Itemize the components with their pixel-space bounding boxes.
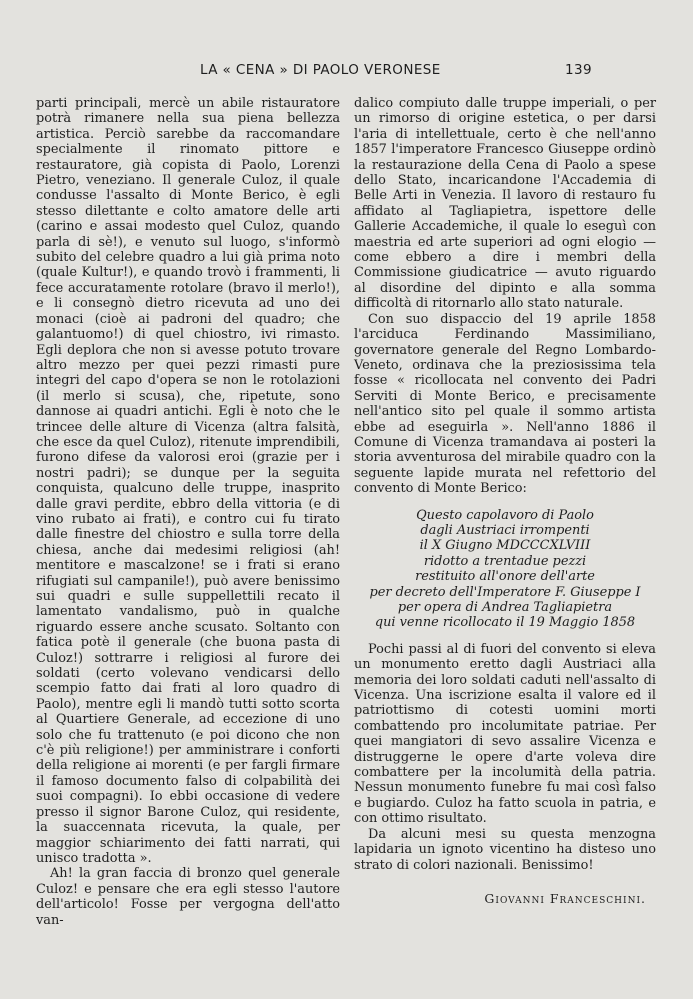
epigraph-line: per decreto dell'Imperatore F. Giuseppe I [369, 584, 641, 600]
running-title: LA « CENA » DI PAOLO VERONESE [200, 62, 441, 78]
right-column [354, 96, 656, 906]
author-signature: Giovanni Franceschini. [484, 890, 646, 906]
epigraph-line: Questo capolavoro di Paolo [416, 507, 594, 523]
left-column [36, 96, 340, 928]
page-header [0, 62, 693, 82]
inscription-epigraph [354, 508, 656, 631]
epigraph-line: ridotto a trentadue pezzi [423, 553, 587, 569]
right-paragraph-4: Da alcuni mesi su questa menzogna lapidaria un ignoto vicentino ha disteso uno strato di colori nazionali. Benissimo! [354, 826, 656, 873]
epigraph-line: il X Giugno MDCCCXLVIII [419, 538, 591, 554]
left-paragraph-1: parti principali, mercè un abile ristauratore potrà rimanere nella sua piena bellezza artistica. Perciò sarebbe da raccomandare specialmente il rinomato pittore e restauratore, già copista di Paolo, Lorenzi Pietro, veneziano. Il generale Culoz, il quale condusse l'assalto di Monte Berico, è egli stesso dilettante e colto amatore delle arti (carino e assai modesto quel Culoz, quando parla di sè!), e venuto sul luogo, s'informò subito del celebre quadro a lui già prima noto (quale Kultur!), e quando trovò i frammenti, li fece accuratamente rotolare (bravo il merlo!), e li consegnò dietro ricevuta ad uno dei monaci (cioè ai padroni del quadro; che galantuomo!) di quel chiostro, ivi rimasto. Egli deplora che non si avesse potuto trovare altro mezzo per quei pezzi rimasti pure integri del capo d'opera se non le rotolazioni (il merlo si scusa), che, ripetute, sono dannose ai quadri antichi. Egli è noto che le trincee delle alture di Vicenza (altra falsità, che esce da quel Culoz), ritenute imprendibili, furono difese da valorosi eroi (grazie per i nostri padri); se dunque per la seguita conquista, qualcuno delle truppe, inasprito dalle gravi perdite, ebbro della vittoria (e di vino rubato ai frati), e contro cui fu tirato dalle finestre del chiostro e sulla torre della chiesa, anche dai medesimi religiosi (ah! mentitore e mascalzone! se i frati si erano rifugiati sul campanile!), può avere benissimo sui quadri e sulle suppellettili recato il lamentato vandalismo, può in qualche riguardo essere anche scusato. Soltanto con fatica potè il generale (che buona pasta di Culoz!) sottrarre i religiosi al furore dei soldati (certo volevano vendicarsi dello scempio fatto dai frati al loro quadro di Paolo), mentre egli li mandò tutti sotto scorta al Quartiere Generale, ad eccezione di uno solo che fu trattenuto (e poi dicono che non c'è più religione!) per amministrare i conforti della religione ai morenti (e per fargli firmare il famoso documento falso di colpabilità dei suoi compagni). Io ebbi occasione di vedere presso il signor Barone Culoz, qui residente, la suaccennata ricevuta, la quale, per maggior schiarimento dei fatti narrati, qui unisco tradotta ». [36, 96, 340, 866]
right-paragraph-3: Pochi passi al di fuori del convento si eleva un monumento eretto dagli Austriaci alla memoria dei loro soldati caduti nell'assalto di Vicenza. Una iscrizione esalta il valore ed il patriottismo di cotesti uomini morti combattendo pro incolumitate patriae. Per quei mangiatori di sevo assalire Vicenza e distruggerne le opere d'arte voleva dire combattere per la incolumità della patria. Nessun monumento funebre fu mai così falso e bugiardo. Culoz ha fatto scuola in patria, e con ottimo risultato. [354, 641, 656, 827]
right-paragraph-2: Con suo dispaccio del 19 aprile 1858 l'arciduca Ferdinando Massimiliano, governatore generale del Regno Lombardo-Veneto, ordinava che la preziosissima tela fosse « ricollocata nel convento dei Padri Serviti di Monte Berico, e precisamente nell'antico sito pel quale il sommo artista ebbe ad eseguirla ». Nell'anno 1886 il Comune di Vicenza tramandava ai posteri la storia avventurosa del mirabile quadro con la seguente lapide murata nel refettorio del convento di Monte Berico: [354, 311, 656, 497]
epigraph-line: qui venne ricollocato il 19 Maggio 1858 [374, 615, 636, 631]
epigraph-line: per opera di Andrea Tagliapietra [397, 600, 613, 615]
left-paragraph-2: Ah! la gran faccia di bronzo quel generale Culoz! e pensare che era egli stesso l'autore dell'articolo! Fosse per vergogna dell'atto van- [36, 866, 340, 928]
page-number: 139 [565, 62, 592, 78]
epigraph-line: dagli Austriaci irrompenti [420, 522, 590, 538]
right-paragraph-1: dalico compiuto dalle truppe imperiali, o per un rimorso di origine estetica, o per darsi l'aria di intellettuale, certo è che nell'anno 1857 l'imperatore Francesco Giuseppe ordinò la restaurazione della Cena di Paolo a spese dello Stato, incaricandone l'Accademia di Belle Arti in Venezia. Il lavoro di restauro fu affidato al Tagliapietra, ispettore delle Gallerie Accademiche, il quale lo eseguì con maestria ed arte superiori ad ogni elogio — come ebbero a dire i membri della Commissione giudicatrice — avuto riguardo al disordine del dipinto e alla somma difficoltà di ritornarlo allo stato naturale. [354, 96, 656, 312]
epigraph-line: restituito all'onore dell'arte [415, 569, 595, 585]
